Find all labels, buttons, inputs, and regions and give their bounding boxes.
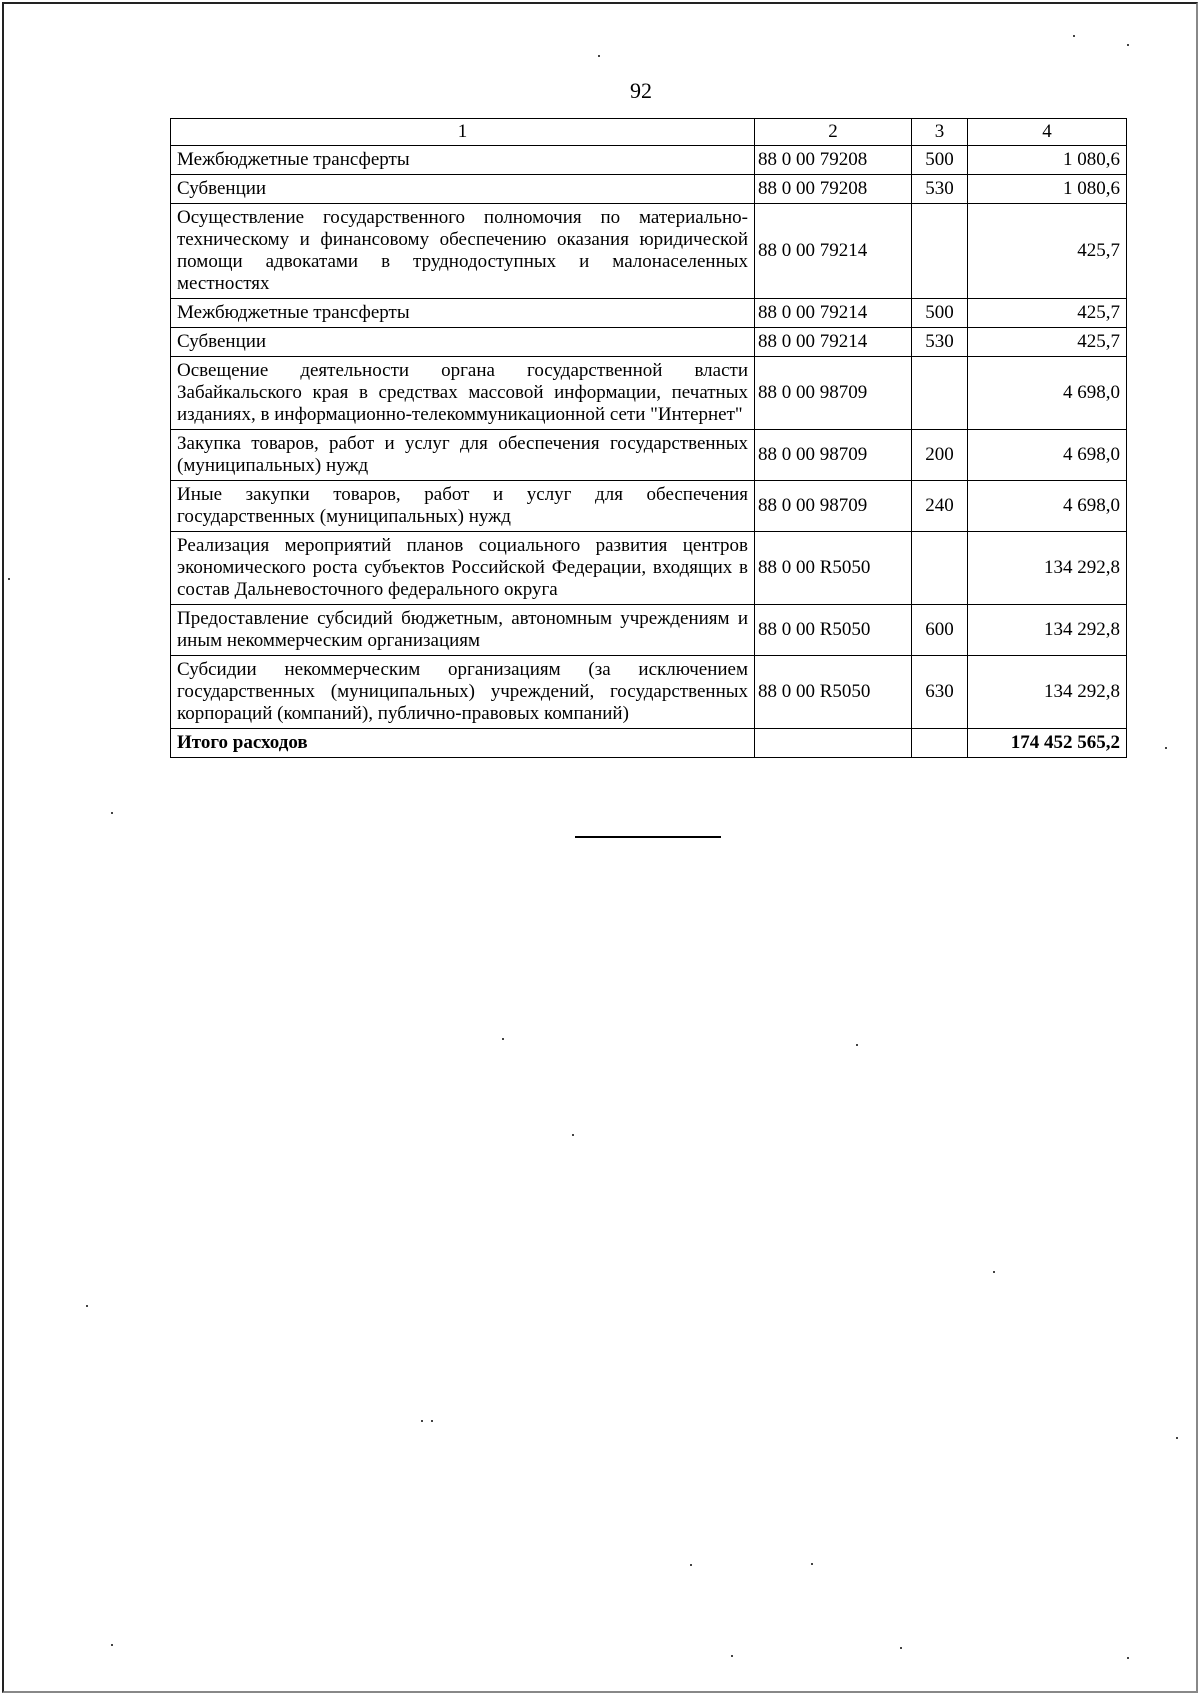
row-name: Предоставление субсидий бюджетным, автономным учреждениям и иным некоммерческим организациям: [171, 605, 755, 656]
row-type: 530: [912, 328, 968, 357]
table-row: [171, 430, 1127, 481]
scan-speck: [598, 55, 600, 57]
row-name: Межбюджетные трансферты: [171, 146, 755, 175]
row-code: 88 0 00 79208: [755, 175, 912, 204]
budget-table: [170, 118, 1127, 758]
scan-speck: [993, 1271, 995, 1273]
row-name: Реализация мероприятий планов социального развития центров экономического роста субъектов Российской Федерации, входящих в состав Дальневосточного федерального округа: [171, 532, 755, 605]
row-name: Осуществление государственного полномочия по материально-техническому и финансовому обеспечению оказания юридической помощи адвокатами в труднодоступных и малонаселенных местностях: [171, 204, 755, 299]
row-amount: 4 698,0: [968, 481, 1127, 532]
column-header-amount: 4: [968, 119, 1127, 146]
total-amount: 174 452 565,2: [968, 729, 1127, 758]
table-row: [171, 605, 1127, 656]
table-row: [171, 656, 1127, 729]
row-code: 88 0 00 79214: [755, 204, 912, 299]
row-type: 500: [912, 146, 968, 175]
table-row: [171, 204, 1127, 299]
row-code: 88 0 00 79214: [755, 299, 912, 328]
scan-speck: [431, 1420, 433, 1422]
scan-speck: [811, 1563, 813, 1565]
row-type: 240: [912, 481, 968, 532]
row-name: Иные закупки товаров, работ и услуг для обеспечения государственных (муниципальных) нужд: [171, 481, 755, 532]
table-row: [171, 532, 1127, 605]
scan-speck: [1165, 747, 1167, 749]
closing-rule: [575, 836, 721, 838]
row-type: [912, 357, 968, 430]
scan-speck: [572, 1134, 574, 1136]
table-row: [171, 146, 1127, 175]
total-label: Итого расходов: [171, 729, 755, 758]
table-row: [171, 175, 1127, 204]
row-code: 88 0 00 79214: [755, 328, 912, 357]
scan-speck: [900, 1647, 902, 1649]
row-type: [912, 532, 968, 605]
scan-speck: [856, 1044, 858, 1046]
table-header-row: [171, 119, 1127, 146]
column-header-type: 3: [912, 119, 968, 146]
scan-speck: [1127, 1657, 1129, 1659]
row-name: Субсидии некоммерческим организациям (за исключением государственных (муниципальных) учреждений, государственных корпораций (компаний), публично-правовых компаний): [171, 656, 755, 729]
row-code: 88 0 00 98709: [755, 430, 912, 481]
total-code: [755, 729, 912, 758]
table-row: [171, 328, 1127, 357]
scan-speck: [731, 1655, 733, 1657]
row-amount: 134 292,8: [968, 656, 1127, 729]
row-code: 88 0 00 79208: [755, 146, 912, 175]
scan-speck: [1176, 1437, 1178, 1439]
row-code: 88 0 00 R5050: [755, 656, 912, 729]
column-header-code: 2: [755, 119, 912, 146]
row-code: 88 0 00 R5050: [755, 605, 912, 656]
scan-speck: [111, 812, 113, 814]
row-name: Субвенции: [171, 328, 755, 357]
scan-speck: [86, 1305, 88, 1307]
row-code: 88 0 00 R5050: [755, 532, 912, 605]
scan-speck: [1127, 44, 1129, 46]
row-amount: 134 292,8: [968, 532, 1127, 605]
table-row: [171, 481, 1127, 532]
row-name: Субвенции: [171, 175, 755, 204]
row-code: 88 0 00 98709: [755, 481, 912, 532]
row-type: 630: [912, 656, 968, 729]
table-row: [171, 357, 1127, 430]
scan-speck: [8, 578, 10, 580]
row-amount: 1 080,6: [968, 146, 1127, 175]
row-type: 200: [912, 430, 968, 481]
row-amount: 425,7: [968, 299, 1127, 328]
total-row: [171, 729, 1127, 758]
scan-speck: [421, 1420, 423, 1422]
row-name: Освещение деятельности органа государственной власти Забайкальского края в средствах массовой информации, печатных изданиях, в информационно-телекоммуникационной сети "Интернет": [171, 357, 755, 430]
row-amount: 4 698,0: [968, 430, 1127, 481]
row-code: 88 0 00 98709: [755, 357, 912, 430]
row-amount: 425,7: [968, 204, 1127, 299]
row-amount: 425,7: [968, 328, 1127, 357]
scan-speck: [690, 1564, 692, 1566]
row-amount: 1 080,6: [968, 175, 1127, 204]
row-type: [912, 204, 968, 299]
column-header-name: 1: [171, 119, 755, 146]
row-amount: 134 292,8: [968, 605, 1127, 656]
row-type: 530: [912, 175, 968, 204]
scan-speck: [502, 1038, 504, 1040]
row-type: 500: [912, 299, 968, 328]
scan-speck: [1073, 35, 1075, 37]
total-type: [912, 729, 968, 758]
row-name: Межбюджетные трансферты: [171, 299, 755, 328]
row-name: Закупка товаров, работ и услуг для обеспечения государственных (муниципальных) нужд: [171, 430, 755, 481]
table-row: [171, 299, 1127, 328]
row-type: 600: [912, 605, 968, 656]
page-number: 92: [630, 78, 652, 103]
scan-speck: [111, 1644, 113, 1646]
row-amount: 4 698,0: [968, 357, 1127, 430]
